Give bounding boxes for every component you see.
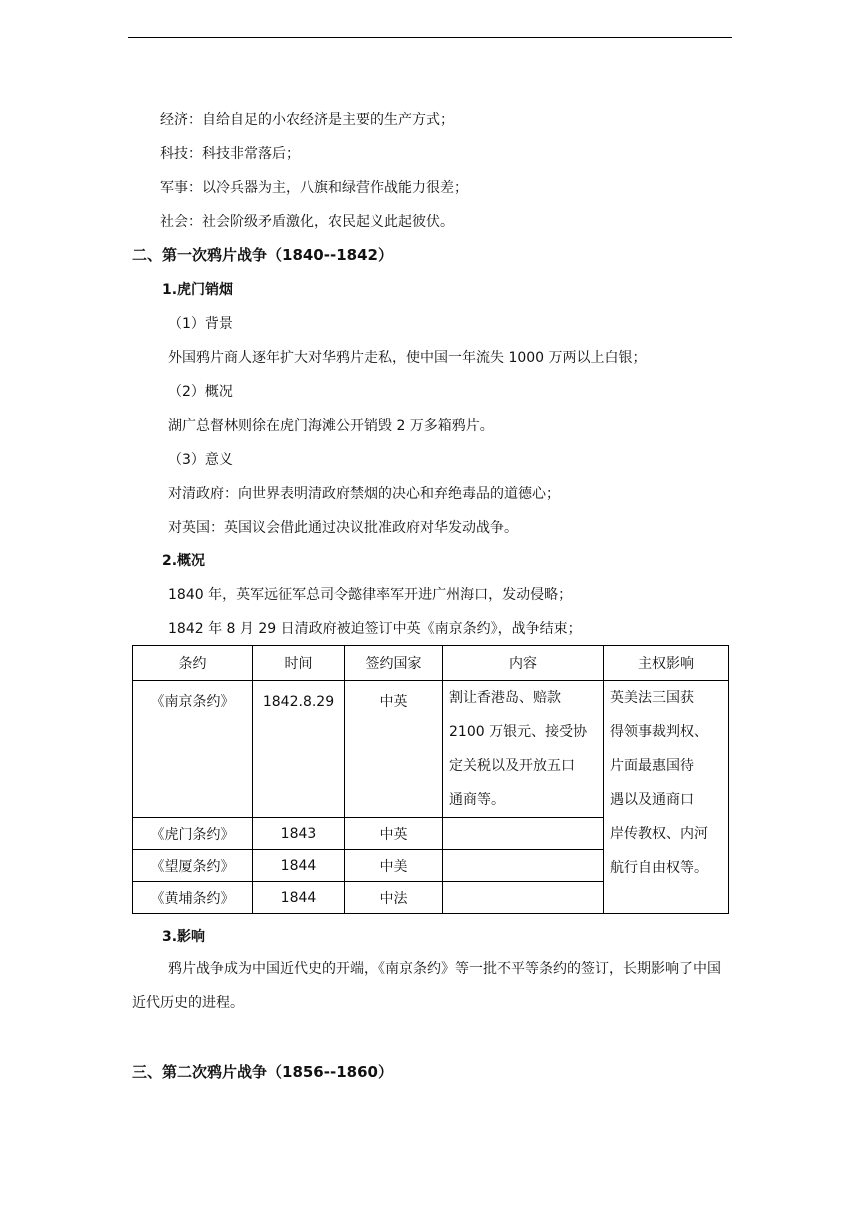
header-country: 签约国家 <box>345 646 443 681</box>
treaty-cell: 《黄埔条约》 <box>133 882 253 914</box>
impact-heading: 3.影响 <box>162 929 206 945</box>
economy-line: 经济：自给自足的小农经济是主要的生产方式； <box>160 112 454 128</box>
country-cell: 中英 <box>345 681 443 818</box>
content-line: 定关税以及开放五口 <box>449 758 575 774</box>
table-header-row <box>133 646 729 681</box>
background-text: 外国鸦片商人逐年扩大对华鸦片走私，使中国一年流失 1000 万两以上白银； <box>168 350 647 366</box>
background-label: （1）背景 <box>168 316 233 332</box>
section2-heading: 二、第一次鸦片战争（1840--1842） <box>132 246 393 264</box>
country-cell: 中英 <box>345 818 443 850</box>
sovereignty-cell <box>604 681 729 914</box>
sovereignty-line: 遇以及通商口 <box>610 792 694 808</box>
content-line: 割让香港岛、赔款 <box>449 690 561 706</box>
content-cell <box>443 850 604 882</box>
significance-label: （3）意义 <box>168 452 233 468</box>
treaty-table <box>132 645 729 914</box>
time-cell: 1842.8.29 <box>253 681 345 818</box>
military-line: 军事：以冷兵器为主，八旗和绿营作战能力很差； <box>160 180 468 196</box>
time-cell: 1844 <box>253 850 345 882</box>
sovereignty-line: 岸传教权、内河 <box>610 826 708 842</box>
treaty-cell: 《南京条约》 <box>133 681 253 818</box>
content-line: 通商等。 <box>449 792 505 808</box>
sovereignty-line: 英美法三国获 <box>610 690 694 706</box>
sovereignty-line: 航行自由权等。 <box>610 860 708 876</box>
significance-line-1: 对清政府：向世界表明清政府禁烟的决心和弃绝毒品的道德心； <box>168 486 560 502</box>
impact-paragraph: 鸦片战争成为中国近代史的开端，《南京条约》等一批不平等条约的签订，长期影响了中国近代历史的进程。 <box>132 961 721 1011</box>
overview-label: （2）概况 <box>168 384 233 400</box>
sovereignty-line: 得领事裁判权、 <box>610 724 708 740</box>
time-cell: 1843 <box>253 818 345 850</box>
header-treaty: 条约 <box>133 646 253 681</box>
country-cell: 中美 <box>345 850 443 882</box>
header-time: 时间 <box>253 646 345 681</box>
overview-text: 湖广总督林则徐在虎门海滩公开销毁 2 万多箱鸦片。 <box>168 418 494 434</box>
overview-heading: 2.概况 <box>162 553 206 569</box>
header-rule <box>128 37 732 38</box>
section3-heading: 三、第二次鸦片战争（1856--1860） <box>132 1063 393 1081</box>
header-content: 内容 <box>443 646 604 681</box>
time-cell: 1844 <box>253 882 345 914</box>
header-sovereignty: 主权影响 <box>604 646 729 681</box>
sovereignty-line: 片面最惠国待 <box>610 758 694 774</box>
content-cell <box>443 882 604 914</box>
technology-line: 科技：科技非常落后； <box>160 146 300 162</box>
society-line: 社会：社会阶级矛盾激化，农民起义此起彼伏。 <box>160 214 454 230</box>
table-row <box>133 681 729 818</box>
content-line: 2100 万银元、接受协 <box>449 724 588 740</box>
treaty-cell: 《虎门条约》 <box>133 818 253 850</box>
humen-heading: 1.虎门销烟 <box>162 282 234 298</box>
significance-line-2: 对英国：英国议会借此通过决议批准政府对华发动战争。 <box>168 520 518 536</box>
content-cell <box>443 818 604 850</box>
overview-line-1: 1840 年，英军远征军总司令懿律率军开进广州海口，发动侵略； <box>168 587 573 603</box>
treaty-cell: 《望厦条约》 <box>133 850 253 882</box>
content-cell <box>443 681 604 818</box>
overview-line-2: 1842 年 8 月 29 日清政府被迫签订中英《南京条约》，战争结束； <box>168 621 582 637</box>
country-cell: 中法 <box>345 882 443 914</box>
